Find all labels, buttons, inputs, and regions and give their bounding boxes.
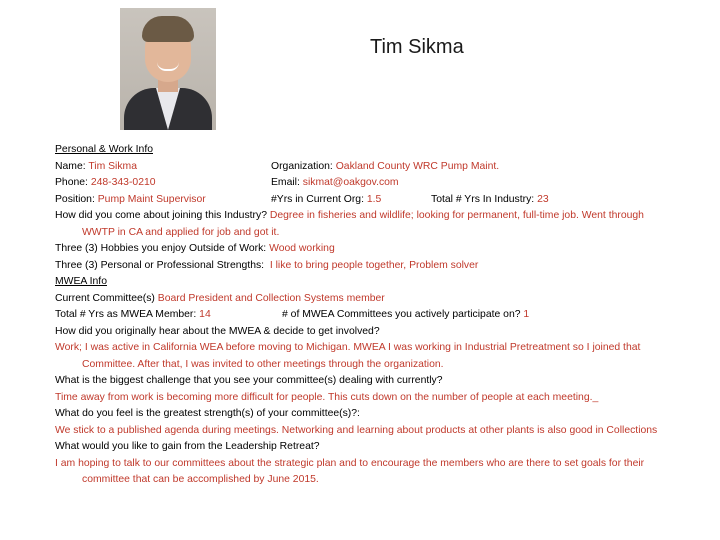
strength-answer: We stick to a published agenda during meetings. Networking and learning about products at other plants is also good in Collections [55,424,658,436]
challenge-answer: Time away from work is becoming more difficult for people. This cuts down on the number of people at each meeting. [55,391,593,403]
committee-label: Current Committee(s) [55,292,158,304]
yrs-industry-value: 23 [537,193,549,205]
name-value: Tim Sikma [88,160,137,172]
hobbies-row [55,241,675,258]
profile-photo [120,8,216,130]
hobbies-value: Wood working [269,243,335,254]
gain-question: What would you like to gain from the Leadership Retreat? [55,441,320,452]
yrs-member-label: Total # Yrs as MWEA Member: [55,309,200,320]
photo-hair [142,16,194,42]
join-industry-row [55,208,675,241]
email-label: Email: [271,177,303,188]
gain-answer: I am hoping to talk to our committees about the strategic plan and to encourage the members who are there to set goals for their committee that can be accomplished by June 2015. [55,457,645,485]
join-question: How did you come about joining this Industry? [55,210,270,221]
position-value: Pump Maint Supervisor [97,193,206,205]
strengths-row [55,258,675,275]
yrs-org-field [271,192,381,209]
org-field [271,159,499,176]
email-value: sikmat@oakgov.com [302,177,399,188]
page-title: Tim Sikma [370,36,464,58]
phone-label: Phone: [55,177,91,188]
yrs-industry-label: Total # Yrs In Industry: [431,193,538,205]
strengths-value: I like to bring people together, Problem solver [264,259,479,271]
membership-row [55,307,675,324]
num-committees-value: 1 [523,309,530,320]
challenge-question: What is the biggest challenge that you see your committee(s) dealing with currently? [55,375,443,386]
personal-heading: Personal & Work Info [55,144,153,155]
committee-row [55,291,675,308]
hobbies-label: Three (3) Hobbies you enjoy Outside of Work: [55,243,270,254]
mwea-heading: MWEA Info [55,276,107,287]
strengths-label: Three (3) Personal or Professional Strengths: [55,259,265,271]
org-label: Organization: [271,160,336,172]
name-label: Name: [55,160,89,172]
yrs-org-label: #Yrs in Current Org: [271,193,367,205]
position-row [55,192,675,209]
profile-content [55,142,675,489]
yrs-member-value: 14 [199,309,211,320]
position-label: Position: [55,193,98,205]
org-value: Oakland County WRC Pump Maint. [335,160,500,172]
num-committees-label: # of MWEA Committees you actively participate on? [282,309,524,320]
hear-question: How did you originally hear about the MWEA & decide to get involved? [55,325,380,337]
challenge-trailing: _ [592,391,599,403]
hear-answer: Work; I was active in California WEA before moving to Michigan. MWEA I was working in Industrial Pretreatment so I joined that Committee. After that, I was invited to other meetings through the organization. [55,342,641,370]
phone-value: 248-343-0210 [90,177,156,188]
email-field [271,175,399,192]
committee-value: Board President and Collection Systems member [157,292,385,304]
yrs-industry-field [431,192,549,209]
join-answer: Degree in fisheries and wildlife; looking for permanent, full-time job. Went through WWTP in CA and applied for job and got it. [82,210,644,238]
challenge-answer-row [55,390,675,407]
phone-row [55,175,675,192]
name-row [55,159,675,176]
yrs-org-value: 1.5 [366,193,382,205]
strength-question: What do you feel is the greatest strength(s) of your committee(s)?: [55,408,360,419]
num-committees-field [282,307,529,324]
